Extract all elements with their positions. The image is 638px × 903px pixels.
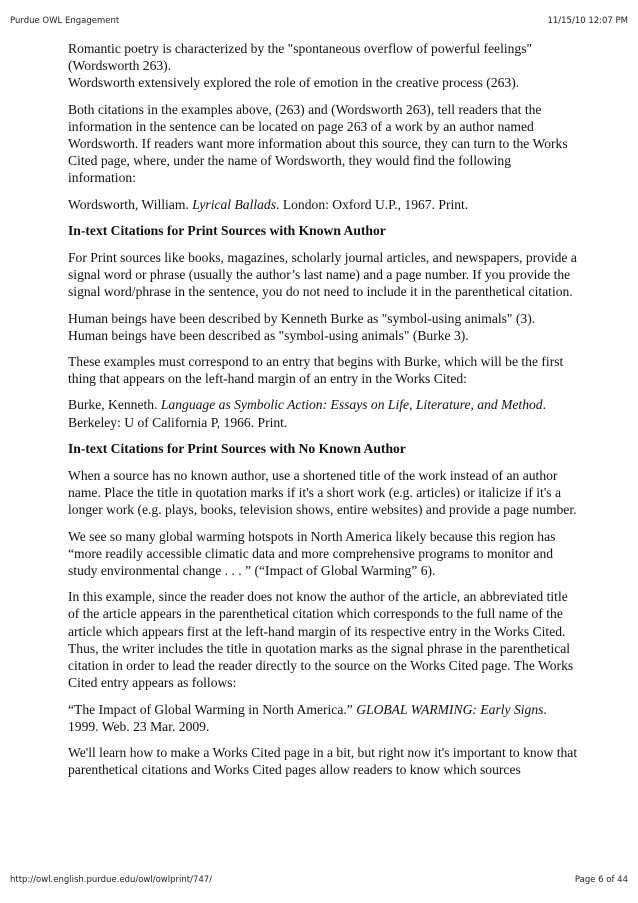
print-footer (10, 875, 628, 885)
example-line: Wordsworth extensively explored the role of emotion in the creative process (263). (68, 75, 520, 91)
article-body (68, 40, 578, 787)
example-burke (68, 310, 578, 344)
example-line: Human beings have been described by Kenneth Burke as "symbol-using animals" (3). (68, 310, 536, 326)
footer-url: http://owl.english.purdue.edu/owl/owlprint/747/ (10, 875, 213, 885)
citation-title: Lyrical Ballads (192, 196, 277, 212)
citation-title: Language as Symbolic Action: Essays on Life, Literature, and Method (160, 397, 543, 413)
citation-title: GLOBAL WARMING: Early Signs (356, 701, 544, 717)
citation-author: Burke, Kenneth. (68, 397, 161, 413)
works-cited-entry-wordsworth (68, 196, 578, 213)
footer-page-number: Page 6 of 44 (574, 875, 628, 885)
paragraph-burke-entry: These examples must correspond to an entry that begins with Burke, which will be the first thing that appears on the left-hand margin of an entry in the Works Cited: (68, 354, 564, 387)
paragraph-final: We'll learn how to make a Works Cited page in a bit, but right now it's important to know that parenthetical citations and Works Cited pages allow readers to know which sources (68, 744, 578, 778)
header-title: Purdue OWL Engagement (10, 16, 120, 26)
paragraph-both-citations: Both citations in the examples above, (263) and (Wordsworth 263), tell readers that the information in the sentence can be located on page 263 of a work by an author named Wordsworth. If readers want more information about this source, they can turn to the Works Cited page, where, under the name of Wordsworth, they would find the following information: (68, 101, 568, 186)
citation-title-quoted: “The Impact of Global Warming in North America.” (68, 701, 357, 717)
citation-publication: . 1999. Web. 23 Mar. 2009. (68, 701, 547, 734)
print-header (10, 16, 628, 26)
example-line: Romantic poetry is characterized by the "spontaneous overflow of powerful feelings" (Wordsworth 263). (68, 41, 533, 74)
paragraph-no-author: When a source has no known author, use a shortened title of the work instead of an author name. Place the title in quotation marks if it's a short work (e.g. articles) or italicize if it's a longer work (e.g. plays, books, television shows, entire websites) and provide a page number. (68, 468, 577, 518)
citation-publication: . Berkeley: U of California P, 1966. Print. (68, 397, 547, 430)
header-timestamp: 11/15/10 12:07 PM (547, 16, 628, 26)
works-cited-entry-burke (68, 396, 578, 430)
paragraph-print-sources: For Print sources like books, magazines, scholarly journal articles, and newspapers, provide a signal word or phrase (usually the author’s last name) and a page number. If you provide the signal word/phrase in the sentence, you do not need to include it in the parenthetical citation. (68, 250, 577, 300)
example-line: Human beings have been described as "symbol-using animals" (Burke 3). (68, 327, 469, 343)
citation-author: Wordsworth, William. (68, 196, 193, 212)
paragraph-example-explanation: In this example, since the reader does not know the author of the article, an abbreviated title of the article appears in the parenthetical citation which corresponds to the full name of the article which appears first at the left-hand margin of its respective entry in the Works Cited. Thus, the writer includes the title in quotation marks as the signal phrase in the parenthetical citation in order to lead the reader directly to the source on the Works Cited page. The Works Cited entry appears as follows: (68, 589, 574, 691)
heading-no-known-author: In-text Citations for Print Sources with No Known Author (68, 440, 406, 456)
works-cited-entry-global-warming (68, 701, 578, 735)
citation-publication: . London: Oxford U.P., 1967. Print. (276, 196, 469, 212)
example-wordsworth (68, 40, 578, 92)
heading-known-author: In-text Citations for Print Sources with Known Author (68, 222, 386, 238)
example-global-warming: We see so many global warming hotspots in North America likely because this region has “more readily accessible climatic data and more comprehensive programs to monitor and study environmental change . . . ” (“Impact of Global Warming” 6). (68, 528, 556, 579)
